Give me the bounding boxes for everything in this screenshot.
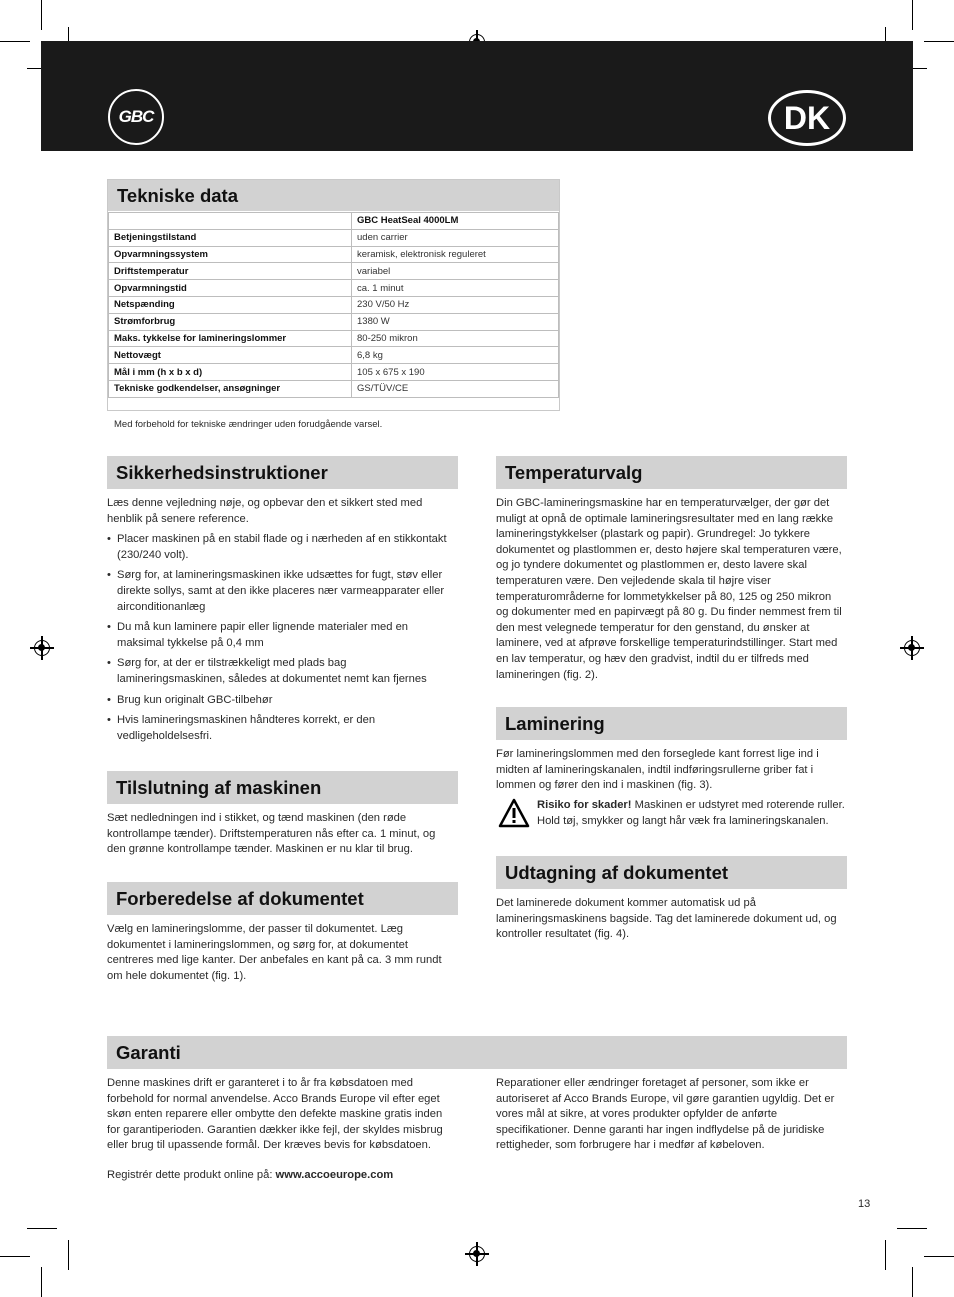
section-title-safety: Sikkerhedsinstruktioner [107, 456, 458, 489]
crop-mark [0, 41, 30, 42]
list-item: • Sørg for, at lamineringsmaskinen ikke udsættes for fugt, støv eller direkte sollys, samt at den ikke placeres nær varmeapparater eller airconditionanlæg [107, 568, 457, 615]
spec-label: Opvarmningssystem [109, 246, 352, 263]
crop-mark [897, 1228, 927, 1229]
tech-note: Med forbehold for tekniske ændringer uden forudgående varsel. [114, 419, 383, 430]
spec-label: Mål i mm (h x b x d) [109, 364, 352, 381]
register-link[interactable]: www.accoeurope.com [275, 1169, 394, 1181]
connect-text: Sæt nedledningen ind i stikket, og tænd maskinen (den røde kontrollampe tænder). Driftstemperaturen nås efter ca. 1 minut, og den grønne kontrollampe tænder. Maskinen er nu klar til brug. [107, 812, 436, 856]
spec-value: 80-250 mikron [352, 330, 559, 347]
table-row [109, 313, 559, 330]
register-line [107, 1168, 507, 1184]
crop-mark [0, 1256, 30, 1257]
list-item: • Placer maskinen på en stabil flade og i nærheden af en stikkontakt (230/240 volt). [107, 532, 457, 563]
warning-label: Risiko for skader! [537, 799, 632, 811]
spec-label: Nettovægt [109, 347, 352, 364]
lamination-text: Før lamineringslommen med den forseglede kant forrest lige ind i midten af lamineringskanalen, indtil indføringsrullerne griber fat i lommen og fører den ind i maskinen (fig. 3). [496, 748, 819, 792]
table-row [109, 246, 559, 263]
spec-label: Betjeningstilstand [109, 229, 352, 246]
spec-value: GS/TÜV/CE [352, 380, 559, 397]
list-item: • Brug kun originalt GBC-tilbehør [107, 693, 457, 709]
spec-value: variabel [352, 263, 559, 280]
section-title-connect: Tilslutning af maskinen [107, 771, 458, 804]
table-row [109, 380, 559, 397]
crop-mark [885, 1240, 886, 1270]
table-row [109, 364, 559, 381]
table-column-header: GBC HeatSeal 4000LM [352, 213, 559, 230]
remove-text: Det laminerede dokument kommer automatisk ud på lamineringsmaskinens bagside. Tag det laminerede dokument ud, og kontroller resultatet (fig. 4). [496, 897, 837, 941]
registration-mark-icon [904, 640, 920, 656]
list-item: • Hvis lamineringsmaskinen håndteres korrekt, er den vedligeholdelsesfri. [107, 713, 457, 744]
crop-mark [41, 0, 42, 30]
crop-mark [912, 0, 913, 30]
section-title-remove: Udtagning af dokumentet [496, 856, 847, 889]
spec-label: Maks. tykkelse for lamineringslommer [109, 330, 352, 347]
gbc-logo: GBC [108, 89, 164, 145]
warranty-left-text: Denne maskines drift er garanteret i to år fra købsdatoen med forbehold for normal anvendelse. Acco Brands Europe vil efter eget skøn enten reparere eller ombytte den defekte maskine gratis inden for garantiperioden. Garantien dækker ikke fejl, der skyldes misbrug eller brug til upassende formål. Der kræves bevis for købsdatoen. [107, 1077, 443, 1152]
table-row [109, 330, 559, 347]
spec-label: Driftstemperatur [109, 263, 352, 280]
crop-mark [68, 1240, 69, 1270]
section-title-warranty: Garanti [107, 1036, 847, 1069]
lamination-warning [537, 798, 847, 829]
crop-mark [27, 1228, 57, 1229]
table-row [109, 347, 559, 364]
page-number: 13 [858, 1198, 871, 1210]
spec-value: 6,8 kg [352, 347, 559, 364]
list-item: • Du må kun laminere papir eller lignende materialer med en maksimal tykkelse på 0,4 mm [107, 620, 457, 651]
safety-list [107, 532, 457, 744]
table-cell [109, 213, 352, 230]
table-row [109, 263, 559, 280]
warning-triangle-icon [498, 798, 530, 828]
section-title-lamination: Laminering [496, 707, 847, 740]
spec-value: 105 x 675 x 190 [352, 364, 559, 381]
table-header-row [109, 213, 559, 230]
register-label: Registrér dette produkt online på: [107, 1169, 276, 1181]
crop-mark [924, 1256, 954, 1257]
registration-mark-icon [34, 640, 50, 656]
prepare-text: Vælg en lamineringslomme, der passer til dokumentet. Læg dokumentet i lamineringslommen, og sørg for, at dokumentet centreres med lige kanter. Der anbefales en kant på ca. 3 mm rundt om hele dokumentet (fig. 1). [107, 923, 442, 982]
crop-mark [41, 1267, 42, 1297]
list-item: • Sørg for, at der er tilstrækkeligt med plads bag lamineringsmaskinen, således at dokumentet nemt kan fjernes [107, 656, 457, 687]
section-title-temperature: Temperaturvalg [496, 456, 847, 489]
table-row [109, 280, 559, 297]
spec-value: 1380 W [352, 313, 559, 330]
tech-data-table [108, 212, 559, 398]
spec-value: uden carrier [352, 229, 559, 246]
safety-intro: Læs denne vejledning nøje, og opbevar den et sikkert sted med henblik på senere reference. [107, 497, 423, 525]
section-title-prepare: Forberedelse af dokumentet [107, 882, 458, 915]
crop-mark [912, 1267, 913, 1297]
spec-value: ca. 1 minut [352, 280, 559, 297]
spec-label: Strømforbrug [109, 313, 352, 330]
spec-value: 230 V/50 Hz [352, 296, 559, 313]
temperature-text: Din GBC-lamineringsmaskine har en temperaturvælger, der gør det muligt at opnå de optimale lamineringsresultater med en lang række lamineringstykkelser (plastark og papir). Grundregel: Jo tykkere dokumentet og plastlommen er, desto højere skal temperaturen være, og jo tyndere dokumentet og plastlommen er, desto lavere skal temperaturen være. Den vejledende skala til højre viser temperaturområderne for lommetykkelser på 80, 125 og 250 mikron og dokumenter med en papirvægt på 80 g. Du finder nemmest frem til den mest velegnede temperatur for den genstand, du ønsker at laminere, ved at afprøve forskellige temperaturindstillinger. Start med en lav temperatur, og hæv den gradvist, indtil du er tilfreds med lamineringen (fig. 2). [496, 497, 842, 681]
spec-value: keramisk, elektronisk reguleret [352, 246, 559, 263]
registration-mark-icon [469, 1246, 485, 1262]
table-row [109, 296, 559, 313]
warning-text: Maskinen er udstyret med roterende ruller. Hold tøj, smykker og langt hår væk fra lamineringskanalen. [537, 799, 845, 827]
country-badge: DK [768, 90, 846, 146]
spec-label: Netspænding [109, 296, 352, 313]
crop-mark [924, 41, 954, 42]
section-title-tech: Tekniske data [108, 180, 559, 211]
warranty-right-text: Reparationer eller ændringer foretaget af personer, som ikke er autoriseret af Acco Brands Europe, vil gøre garantien ugyldig. Det er vores mål at sikre, at vores produkter opfylder de anførte specifikationer. Denne garanti har ingen indflydelse på de juridiske rettigheder, som forbrugere har i medfør af købeloven. [496, 1077, 835, 1152]
safety-body [107, 496, 457, 744]
spec-label: Tekniske godkendelser, ansøgninger [109, 380, 352, 397]
table-row [109, 229, 559, 246]
spec-label: Opvarmningstid [109, 280, 352, 297]
